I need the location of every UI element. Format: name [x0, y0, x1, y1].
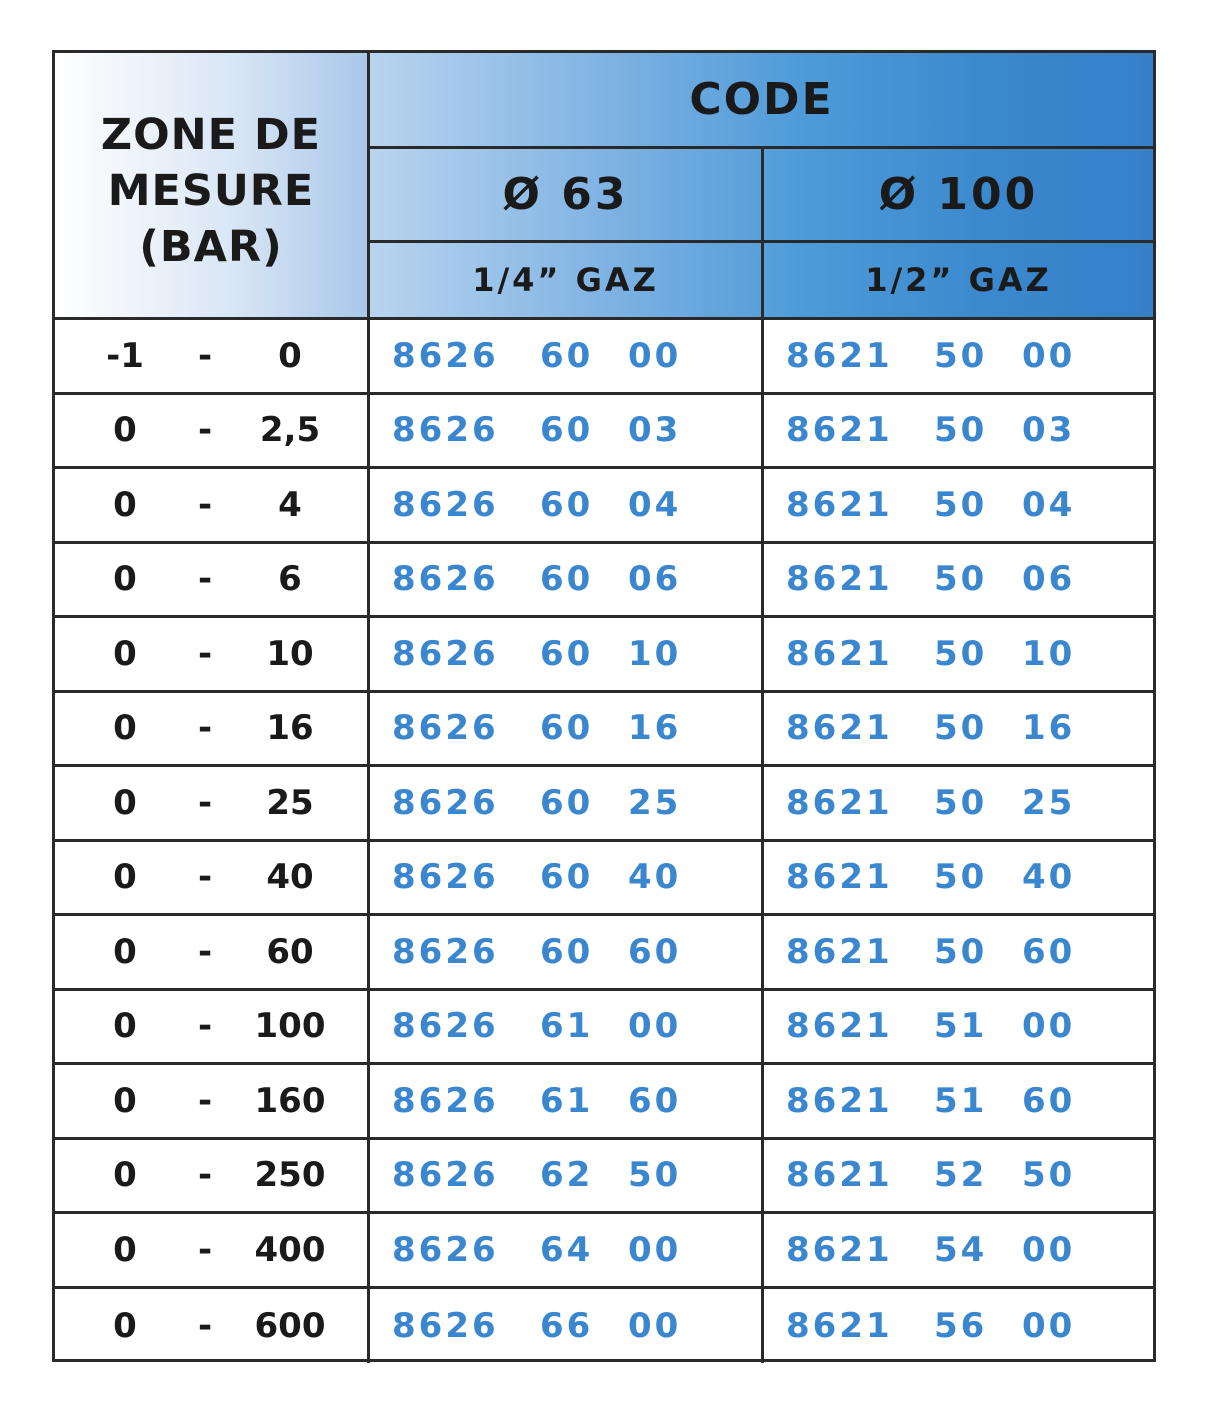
product-code: [764, 842, 1153, 914]
code-part-1: 8626: [392, 857, 499, 898]
code-part-3: 10: [628, 633, 682, 674]
product-code: [764, 1065, 1153, 1137]
code-part-3: 40: [628, 857, 682, 898]
code-part-3: 40: [1022, 857, 1076, 898]
zone-header-line3: (BAR): [139, 222, 283, 272]
range-min: 0: [113, 410, 137, 451]
table-body: [55, 320, 1153, 1359]
code-63-cell: [370, 1289, 764, 1364]
code-part-2: 51: [934, 1080, 988, 1121]
code-part-3: 00: [628, 335, 682, 376]
code-63-cell: [370, 991, 764, 1063]
code-part-1: 8621: [786, 1155, 893, 1196]
product-code: [370, 693, 761, 765]
code-part-2: 50: [934, 931, 988, 972]
code-part-3: 04: [628, 484, 682, 525]
range-dash: -: [197, 410, 213, 451]
product-code: [764, 693, 1153, 765]
range-min: 0: [113, 1006, 137, 1047]
code-part-2: 52: [934, 1155, 988, 1196]
thread-quarter-gaz-header: 1/4” GAZ: [370, 243, 764, 317]
range-dash: -: [197, 1080, 213, 1121]
code-part-2: 62: [540, 1155, 594, 1196]
code-part-1: 8626: [392, 1305, 499, 1346]
product-code: [370, 1214, 761, 1286]
range-min: 0: [113, 931, 137, 972]
code-part-2: 56: [934, 1305, 988, 1346]
code-part-1: 8621: [786, 1006, 893, 1047]
measure-range-cell: [55, 320, 370, 392]
measure-range-cell: [55, 544, 370, 616]
product-code: [764, 991, 1153, 1063]
product-code: [764, 395, 1153, 467]
range-dash: -: [197, 708, 213, 749]
zone-header-text: [101, 95, 321, 275]
code-100-cell: [764, 469, 1153, 541]
code-part-2: 60: [540, 633, 594, 674]
code-part-1: 8626: [392, 559, 499, 600]
product-code: [370, 842, 761, 914]
code-part-3: 50: [628, 1155, 682, 1196]
range-max: 160: [254, 1080, 326, 1121]
code-part-3: 50: [1022, 1155, 1076, 1196]
measure-range-cell: [55, 395, 370, 467]
measure-range-cell: [55, 1140, 370, 1212]
range-dash: -: [197, 931, 213, 972]
range-min: 0: [113, 633, 137, 674]
code-100-cell: [764, 1214, 1153, 1286]
product-code: [370, 1140, 761, 1212]
range-max: 60: [266, 931, 314, 972]
code-63-cell: [370, 842, 764, 914]
range-min: 0: [113, 708, 137, 749]
range-max: 400: [254, 1229, 326, 1270]
thread-half-gaz-header: 1/2” GAZ: [865, 261, 1052, 299]
product-code: [370, 1289, 761, 1364]
code-63-cell: [370, 320, 764, 392]
range-max: 2,5: [259, 410, 321, 451]
product-code: [370, 395, 761, 467]
code-part-3: 00: [628, 1006, 682, 1047]
code-100-cell: [764, 916, 1153, 988]
code-part-3: 60: [1022, 931, 1076, 972]
code-100-cell: [764, 693, 1153, 765]
diameter-100-header: Ø 100: [764, 149, 1153, 243]
code-part-1: 8626: [392, 1080, 499, 1121]
measure-range-cell: [55, 1289, 370, 1364]
product-code: [370, 1065, 761, 1137]
range-min: 0: [113, 1229, 137, 1270]
code-part-2: 60: [540, 484, 594, 525]
range-dash: -: [197, 1155, 213, 1196]
range-dash: -: [197, 1006, 213, 1047]
code-part-2: 54: [934, 1229, 988, 1270]
range-max: 40: [266, 857, 314, 898]
code-part-1: 8626: [392, 931, 499, 972]
range-max: 25: [266, 782, 314, 823]
range-min: 0: [113, 782, 137, 823]
code-63-cell: [370, 618, 764, 690]
code-part-2: 60: [540, 559, 594, 600]
code-part-1: 8626: [392, 1155, 499, 1196]
measure-range-cell: [55, 916, 370, 988]
code-part-2: 50: [934, 410, 988, 451]
measure-range-cell: [55, 767, 370, 839]
product-code: [764, 1289, 1153, 1364]
code-part-2: 50: [934, 559, 988, 600]
range-max: 16: [266, 708, 314, 749]
code-100-cell: [764, 842, 1153, 914]
code-63-cell: [370, 767, 764, 839]
code-part-3: 00: [1022, 1305, 1076, 1346]
code-part-1: 8621: [786, 931, 893, 972]
code-part-2: 50: [934, 782, 988, 823]
code-100-cell: [764, 1065, 1153, 1137]
range-min: 0: [113, 484, 137, 525]
range-max: 6: [278, 559, 302, 600]
code-part-2: 60: [540, 931, 594, 972]
table-row: [55, 916, 1153, 991]
code-part-3: 16: [1022, 708, 1076, 749]
code-part-3: 25: [1022, 782, 1076, 823]
product-code: [370, 767, 761, 839]
code-100-cell: [764, 767, 1153, 839]
code-part-2: 51: [934, 1006, 988, 1047]
product-code: [370, 916, 761, 988]
code-part-3: 60: [628, 1080, 682, 1121]
code-63-cell: [370, 1214, 764, 1286]
product-code: [764, 469, 1153, 541]
range-min: 0: [113, 857, 137, 898]
table-row: [55, 1214, 1153, 1289]
range-min: 0: [113, 559, 137, 600]
table-row: [55, 693, 1153, 768]
code-part-3: 16: [628, 708, 682, 749]
product-code: [370, 320, 761, 392]
code-part-2: 50: [934, 335, 988, 376]
code-part-1: 8621: [786, 782, 893, 823]
code-63-cell: [370, 1140, 764, 1212]
table-row: [55, 842, 1153, 917]
range-dash: -: [197, 1229, 213, 1270]
code-part-3: 06: [628, 559, 682, 600]
product-code: [370, 991, 761, 1063]
code-part-3: 04: [1022, 484, 1076, 525]
code-part-1: 8621: [786, 335, 893, 376]
code-part-3: 00: [1022, 1229, 1076, 1270]
code-part-1: 8621: [786, 857, 893, 898]
code-part-1: 8621: [786, 1305, 893, 1346]
product-code: [764, 1140, 1153, 1212]
code-100-cell: [764, 1140, 1153, 1212]
zone-de-mesure-header: [55, 53, 370, 320]
range-dash: -: [197, 633, 213, 674]
table-row: [55, 1140, 1153, 1215]
range-max: 100: [254, 1006, 326, 1047]
code-part-3: 00: [1022, 335, 1076, 376]
table-row: [55, 1289, 1153, 1364]
measure-range-cell: [55, 618, 370, 690]
product-code: [370, 618, 761, 690]
pressure-gauge-code-table: [52, 50, 1156, 1362]
measure-range-cell: [55, 991, 370, 1063]
code-part-2: 60: [540, 410, 594, 451]
code-part-1: 8626: [392, 410, 499, 451]
code-part-2: 50: [934, 633, 988, 674]
code-part-1: 8621: [786, 633, 893, 674]
code-part-2: 66: [540, 1305, 594, 1346]
code-100-cell: [764, 320, 1153, 392]
product-code: [764, 916, 1153, 988]
code-63-cell: [370, 1065, 764, 1137]
code-part-3: 10: [1022, 633, 1076, 674]
measure-range-cell: [55, 469, 370, 541]
code-63-cell: [370, 395, 764, 467]
code-part-2: 60: [540, 782, 594, 823]
range-dash: -: [197, 857, 213, 898]
code-part-1: 8626: [392, 335, 499, 376]
product-code: [764, 767, 1153, 839]
code-part-3: 60: [628, 931, 682, 972]
product-code: [370, 544, 761, 616]
table-row: [55, 320, 1153, 395]
table-row: [55, 469, 1153, 544]
code-part-2: 61: [540, 1080, 594, 1121]
range-max: 0: [278, 335, 302, 376]
range-max: 4: [278, 484, 302, 525]
range-min: 0: [113, 1305, 137, 1346]
code-part-2: 50: [934, 708, 988, 749]
range-min: -1: [106, 335, 144, 376]
code-part-2: 64: [540, 1229, 594, 1270]
code-part-3: 25: [628, 782, 682, 823]
code-part-3: 03: [628, 410, 682, 451]
code-part-1: 8626: [392, 708, 499, 749]
range-dash: -: [197, 335, 213, 376]
code-63-cell: [370, 693, 764, 765]
code-part-1: 8626: [392, 1229, 499, 1270]
code-part-1: 8621: [786, 410, 893, 451]
table-row: [55, 395, 1153, 470]
code-part-1: 8626: [392, 1006, 499, 1047]
code-part-2: 60: [540, 708, 594, 749]
table-row: [55, 767, 1153, 842]
code-part-1: 8621: [786, 484, 893, 525]
code-part-1: 8626: [392, 782, 499, 823]
code-part-3: 06: [1022, 559, 1076, 600]
measure-range-cell: [55, 1214, 370, 1286]
code-part-1: 8626: [392, 484, 499, 525]
product-code: [764, 1214, 1153, 1286]
range-dash: -: [197, 484, 213, 525]
range-max: 10: [266, 633, 314, 674]
zone-header-line1: ZONE DE: [100, 110, 322, 160]
zone-header-line2: MESURE: [107, 166, 315, 216]
code-100-cell: [764, 618, 1153, 690]
code-header-block: [370, 53, 1153, 320]
code-part-3: 03: [1022, 410, 1076, 451]
measure-range-cell: [55, 1065, 370, 1137]
product-code: [764, 618, 1153, 690]
code-100-cell: [764, 1289, 1153, 1364]
product-code: [764, 320, 1153, 392]
range-min: 0: [113, 1155, 137, 1196]
code-part-1: 8626: [392, 633, 499, 674]
range-dash: -: [197, 782, 213, 823]
code-63-cell: [370, 544, 764, 616]
range-min: 0: [113, 1080, 137, 1121]
measure-range-cell: [55, 842, 370, 914]
code-part-3: 00: [628, 1229, 682, 1270]
measure-range-cell: [55, 693, 370, 765]
code-part-3: 60: [1022, 1080, 1076, 1121]
table-row: [55, 991, 1153, 1066]
code-part-2: 60: [540, 857, 594, 898]
code-part-1: 8621: [786, 1229, 893, 1270]
code-100-cell: [764, 544, 1153, 616]
code-63-cell: [370, 469, 764, 541]
code-63-cell: [370, 916, 764, 988]
code-part-1: 8621: [786, 708, 893, 749]
code-header: CODE: [370, 53, 1153, 149]
range-dash: -: [197, 1305, 213, 1346]
code-100-cell: [764, 991, 1153, 1063]
code-part-2: 50: [934, 484, 988, 525]
code-100-cell: [764, 395, 1153, 467]
code-part-1: 8621: [786, 559, 893, 600]
table-row: [55, 1065, 1153, 1140]
product-code: [764, 544, 1153, 616]
range-dash: -: [197, 559, 213, 600]
product-code: [370, 469, 761, 541]
table-row: [55, 544, 1153, 619]
diameter-63-header: Ø 63: [370, 149, 764, 243]
code-part-1: 8621: [786, 1080, 893, 1121]
code-part-2: 50: [934, 857, 988, 898]
range-max: 250: [254, 1155, 326, 1196]
code-part-2: 60: [540, 335, 594, 376]
table-row: [55, 618, 1153, 693]
code-part-3: 00: [1022, 1006, 1076, 1047]
range-max: 600: [254, 1305, 326, 1346]
code-part-3: 00: [628, 1305, 682, 1346]
code-part-2: 61: [540, 1006, 594, 1047]
